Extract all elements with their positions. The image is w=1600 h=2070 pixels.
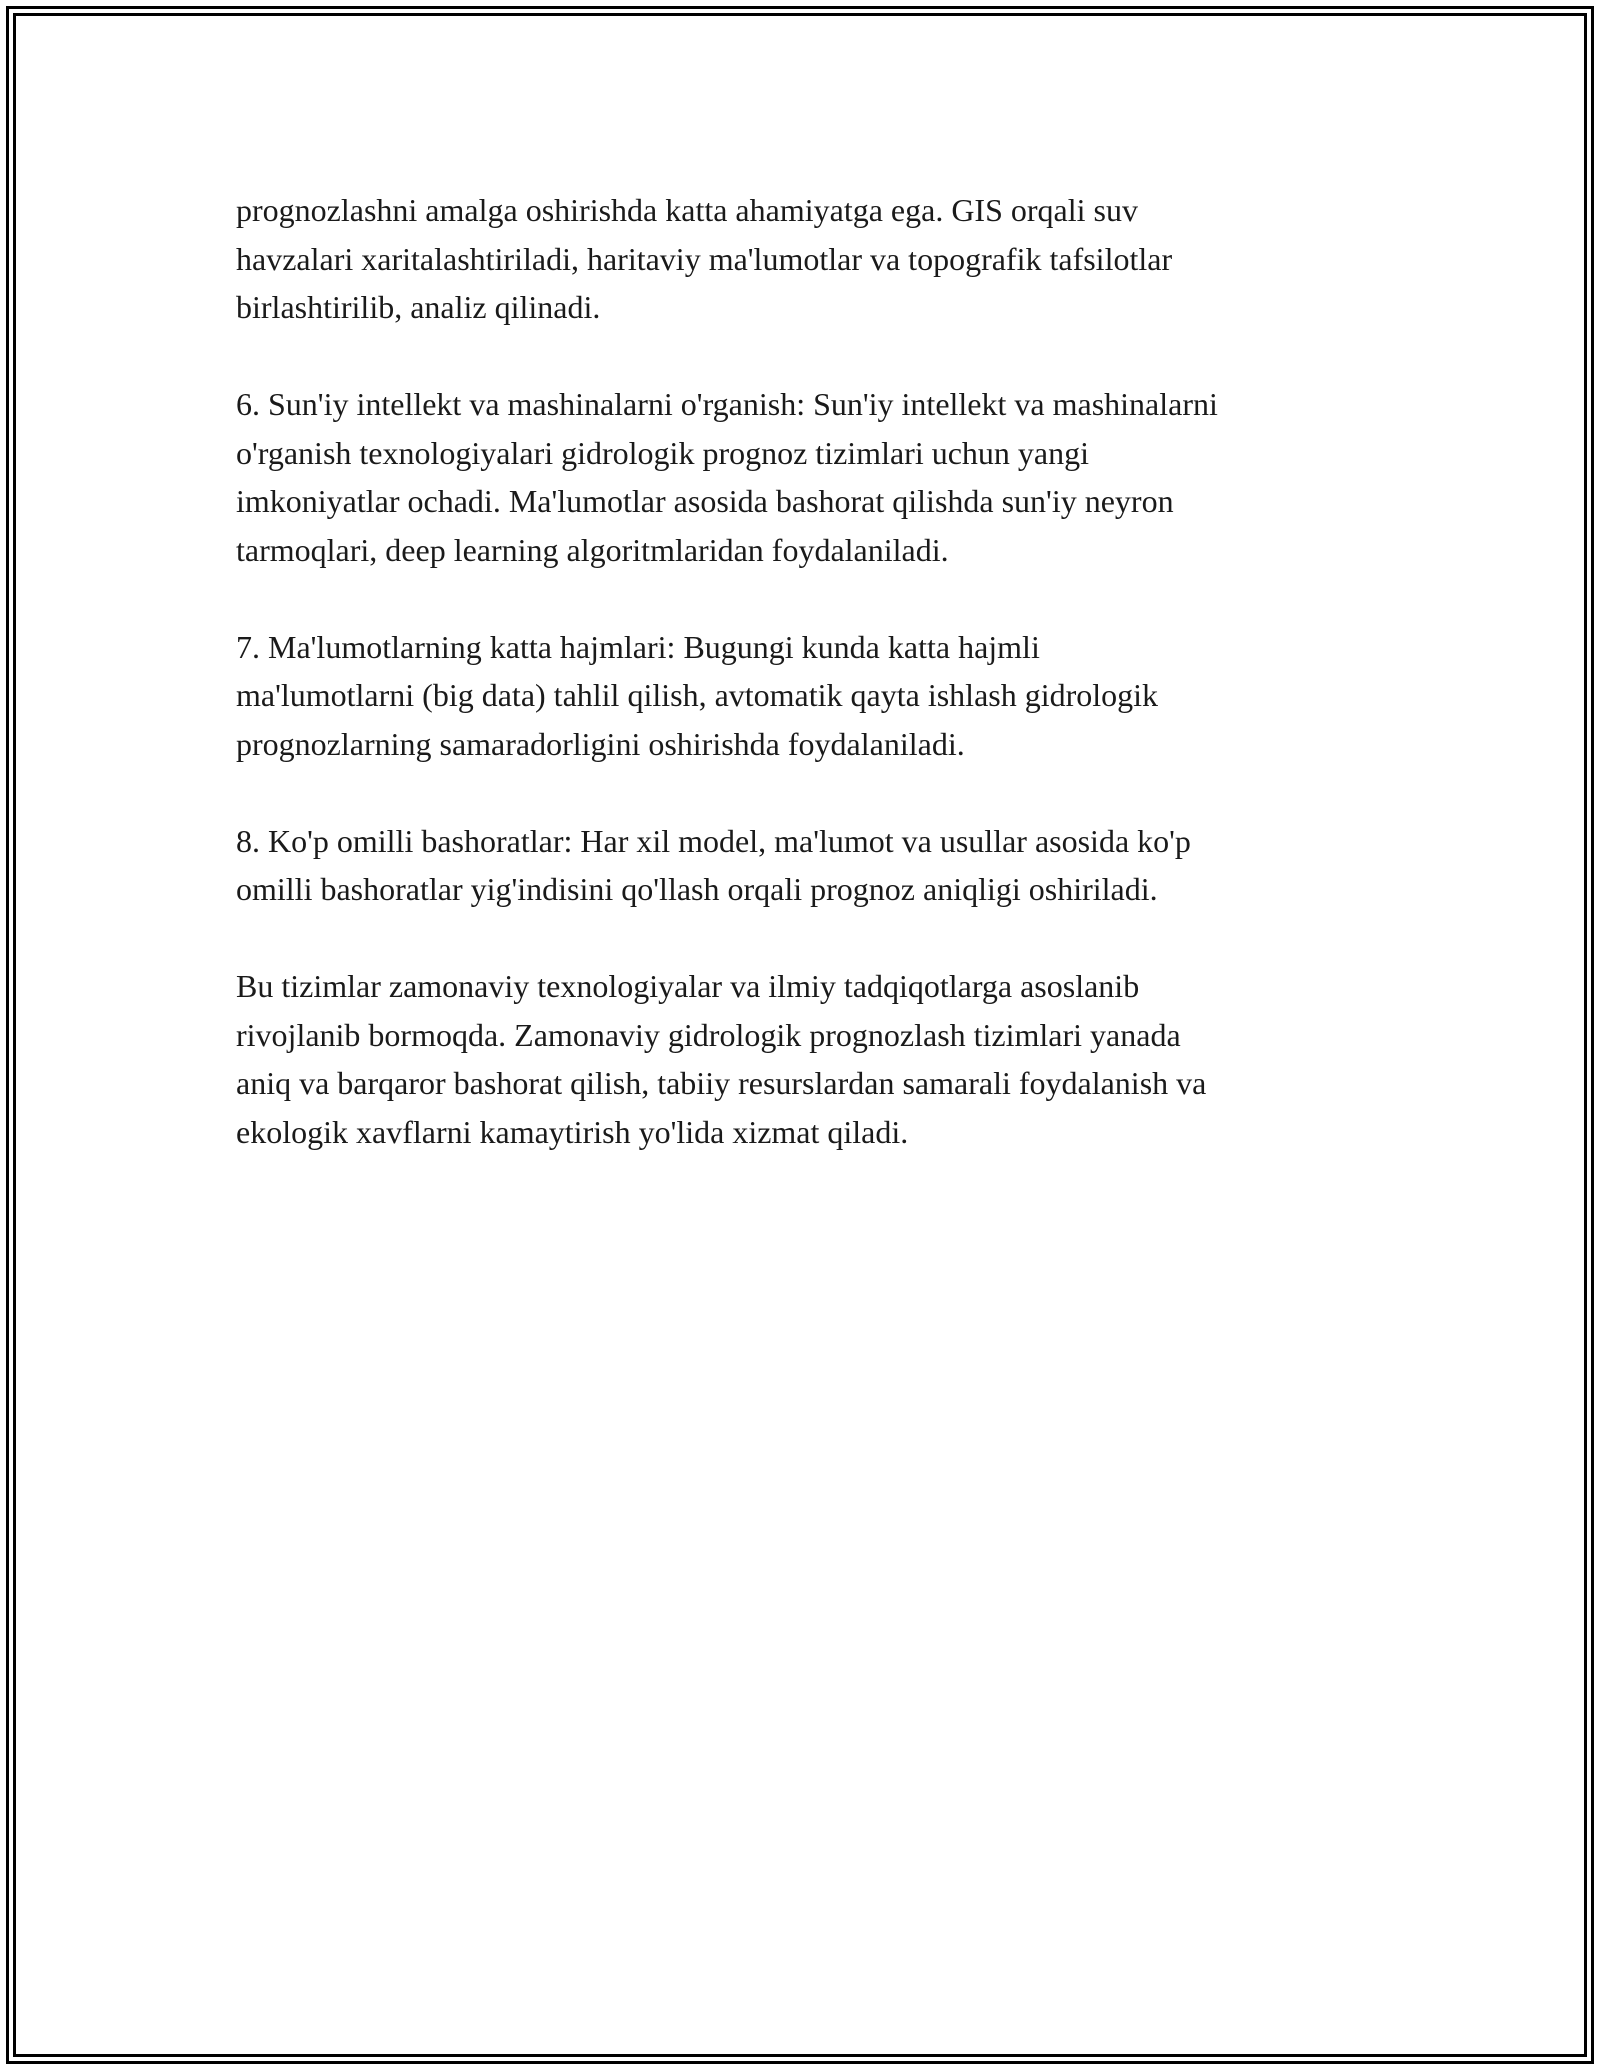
text-line: rivojlanib bormoqda. Zamonaviy gidrologik prognozlash tizimlari yanada <box>236 1016 1181 1053</box>
paragraph-gis <box>236 186 1376 332</box>
text-line: 7. Ma'lumotlarning katta hajmlari: Bugungi kunda katta hajmli <box>236 628 1040 665</box>
text-line: prognozlarning samaradorligini oshirishda foydalaniladi. <box>236 725 965 762</box>
paragraph-item-7-big-data <box>236 623 1376 769</box>
paragraph-item-6-ai-ml <box>236 380 1376 574</box>
paragraph-conclusion <box>236 962 1376 1156</box>
text-line: omilli bashoratlar yig'indisini qo'llash orqali prognoz aniqligi oshiriladi. <box>236 871 1158 907</box>
text-line: 8. Ko'p omilli bashoratlar: Har xil model, ma'lumot va usullar asosida ko'p <box>236 822 1191 859</box>
text-line: Bu tizimlar zamonaviy texnologiyalar va ilmiy tadqiqotlarga asoslanib <box>236 968 1140 1004</box>
text-line: ma'lumotlarni (big data) tahlil qilish, avtomatik qayta ishlash gidrologik <box>236 677 1159 713</box>
text-line: prognozlashni amalga oshirishda katta ahamiyatga ega. GIS orqali suv <box>236 192 1138 228</box>
text-line: o'rganish texnologiyalari gidrologik prognoz tizimlari uchun yangi <box>236 434 1089 471</box>
text-line: ekologik xavflarni kamaytirish yo'lida xizmat qiladi. <box>236 1113 909 1150</box>
text-line: tarmoqlari, deep learning algoritmlaridan foydalaniladi. <box>236 531 949 568</box>
text-line: imkoniyatlar ochadi. Ma'lumotlar asosida bashorat qilishda sun'iy neyron <box>236 483 1174 519</box>
text-line: birlashtirilib, analiz qilinadi. <box>236 289 601 325</box>
paragraph-item-8-multifactor <box>236 817 1376 914</box>
text-line: 6. Sun'iy intellekt va mashinalarni o'rganish: Sun'iy intellekt va mashinalarni <box>236 386 1218 422</box>
text-line: havzalari xaritalashtiriladi, haritaviy ma'lumotlar va topografik tafsilotlar <box>236 240 1173 277</box>
document-body <box>236 186 1376 1205</box>
text-line: aniq va barqaror bashorat qilish, tabiiy resurslardan samarali foydalanish va <box>236 1065 1207 1101</box>
